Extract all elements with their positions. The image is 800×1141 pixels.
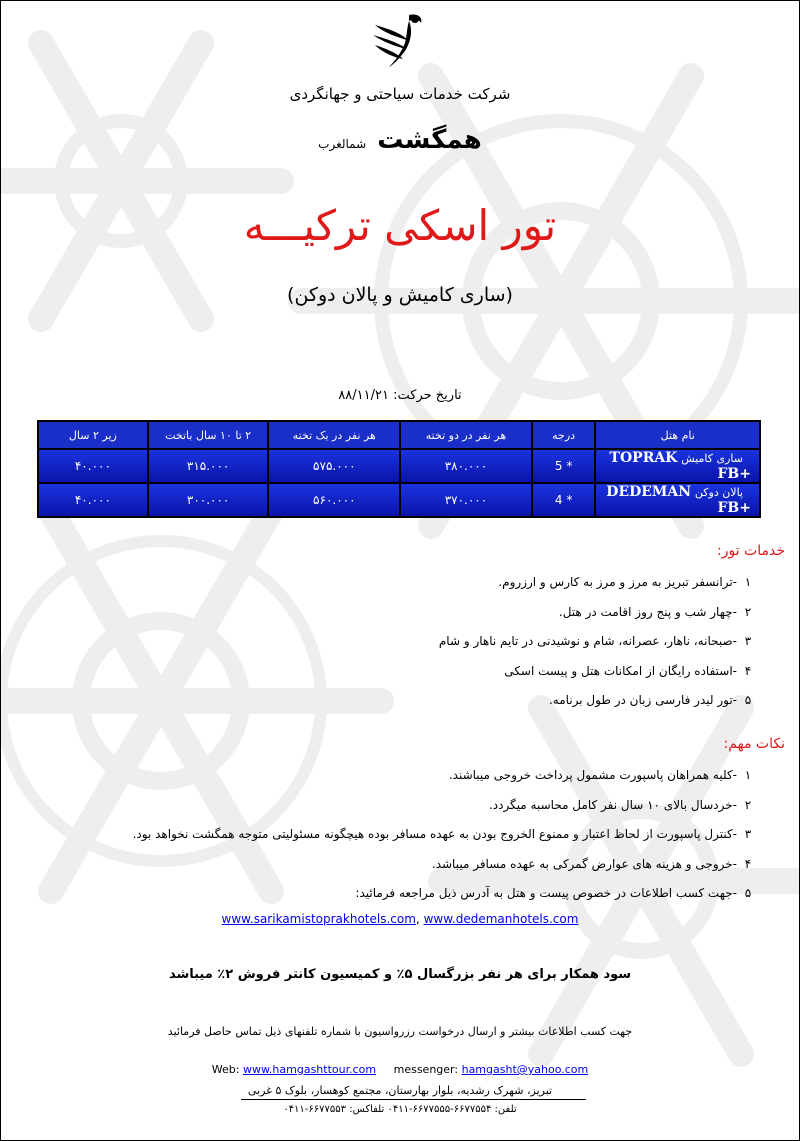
company-name: شرکت خدمات سیاحتی و جهانگردی: [289, 85, 511, 103]
infant-price-cell: ۴۰.۰۰۰: [38, 449, 148, 483]
hotel-location: پالان دوکن: [694, 486, 743, 499]
grade-cell: 4 *: [532, 483, 596, 517]
phone-numbers: تلفن: ۶۶۷۷۵۵۴-۶۶۷۷۵۵۵-۰۴۱۱ تلفاکس: ۶۶۷۷۵۵۳-۰۴۱۱: [283, 1104, 517, 1115]
child-price-cell: ۳۱۵.۰۰۰: [148, 449, 269, 483]
sarikamis-hotel-link[interactable]: www.sarikamistoprakhotels.com: [221, 912, 416, 926]
link-separator: ,: [415, 912, 424, 926]
table-row: [38, 483, 760, 517]
list-item: ۵-جهت کسب اطلاعات در خصوص پیست و هتل به آدرس ذیل مراجعه فرمائید:: [355, 886, 752, 900]
services-heading: خدمات تور:: [716, 543, 785, 559]
website-link[interactable]: www.hamgashttour.com: [242, 1063, 377, 1076]
column-header: ۲ تا ۱۰ سال باتخت: [148, 421, 269, 449]
brand-suffix: شمالغرب: [318, 137, 367, 151]
grade-cell: 5 *: [532, 449, 596, 483]
column-header: زیر ۲ سال: [38, 421, 148, 449]
list-item: ۳-صبحانه، ناهار، عصرانه، شام و نوشیدنی در تایم ناهار و شام: [438, 634, 752, 648]
contact-note: جهت کسب اطلاعات بیشتر و ارسال درخواست رزرواسیون با شماره تلفنهای ذیل تماس حاصل فرمائید: [167, 1025, 633, 1038]
messenger-link[interactable]: hamgasht@yahoo.com: [461, 1063, 589, 1076]
hotel-location: ساری کامیش: [681, 452, 743, 465]
list-item: ۲-خردسال بالای ۱۰ سال نفر کامل محاسبه میگردد.: [488, 797, 752, 812]
list-item: ۳-کنترل پاسپورت از لحاظ اعتبار و ممنوع الخروج بودن به عهده مسافر بوده هیچگونه مسئولیتی متوجه همگشت نخواهد بود.: [132, 827, 752, 841]
address: تبریز، شهرک رشدیه، بلوار بهارستان، مجتمع کوهسار، بلوک ۵ غربی: [247, 1084, 553, 1097]
page-subtitle: (ساری کامیش و پالان دوکن): [287, 284, 513, 306]
hotel-cell: [595, 449, 760, 483]
hotel-cell: [595, 483, 760, 517]
single-price-cell: ۵۶۰.۰۰۰: [268, 483, 400, 517]
departure-date: تاریخ حرکت: ۸۸/۱۱/۲۱: [338, 388, 462, 403]
list-item: ۴-خروجی و هزینه های عوارض گمرکی به عهده مسافر میباشد.: [431, 856, 752, 871]
footer-divider: [241, 1099, 586, 1100]
notes-heading: نکات مهم:: [723, 736, 785, 752]
price-table: [37, 420, 761, 518]
column-header: هر نفر در دو تخته: [400, 421, 532, 449]
dedeman-hotel-link[interactable]: www.dedemanhotels.com: [423, 912, 579, 926]
web-label: Web:: [211, 1063, 240, 1076]
list-item: ۱-کلیه همراهان پاسپورت مشمول پرداخت خروجی میباشند.: [448, 768, 752, 782]
double-price-cell: ۳۷۰.۰۰۰: [400, 483, 532, 517]
column-header: نام هتل: [595, 421, 760, 449]
list-item: ۲-چهار شب و پنج روز اقامت در هتل.: [558, 604, 752, 619]
list-item: ۴-استفاده رایگان از امکانات هتل و پیست اسکی: [504, 663, 752, 678]
single-price-cell: ۵۷۵.۰۰۰: [268, 449, 400, 483]
double-price-cell: ۳۸۰.۰۰۰: [400, 449, 532, 483]
hotel-name: TOPRAK FB+: [609, 450, 751, 482]
messenger-label: messenger:: [393, 1063, 459, 1076]
list-item: ۵-تور لیدر فارسی زبان در طول برنامه.: [548, 693, 752, 707]
list-item: ۱-ترانسفر تبریز به مرز و مرز به کارس و ارزروم.: [498, 575, 752, 589]
web-line: [1, 1063, 799, 1076]
brand-line: [1, 125, 799, 155]
child-price-cell: ۳۰۰.۰۰۰: [148, 483, 269, 517]
notes-list: [133, 761, 759, 909]
hotel-name: DEDEMAN FB+: [606, 484, 751, 516]
commission-note: سود همکار برای هر نفر بزرگسال ۵٪ و کمیسیون کانتر فروش ۲٪ میباشد: [168, 967, 632, 982]
column-header: درجه: [532, 421, 596, 449]
hotel-links: [1, 912, 799, 926]
services-list: [439, 568, 759, 716]
table-row: [38, 449, 760, 483]
table-header-row: [38, 421, 760, 449]
page-title: تور اسکی ترکیـــه: [243, 201, 557, 250]
bird-logo-icon: [369, 11, 431, 69]
column-header: هر نفر در یک تخته: [268, 421, 400, 449]
infant-price-cell: ۴۰.۰۰۰: [38, 483, 148, 517]
brand-name: همگشت: [377, 125, 482, 155]
